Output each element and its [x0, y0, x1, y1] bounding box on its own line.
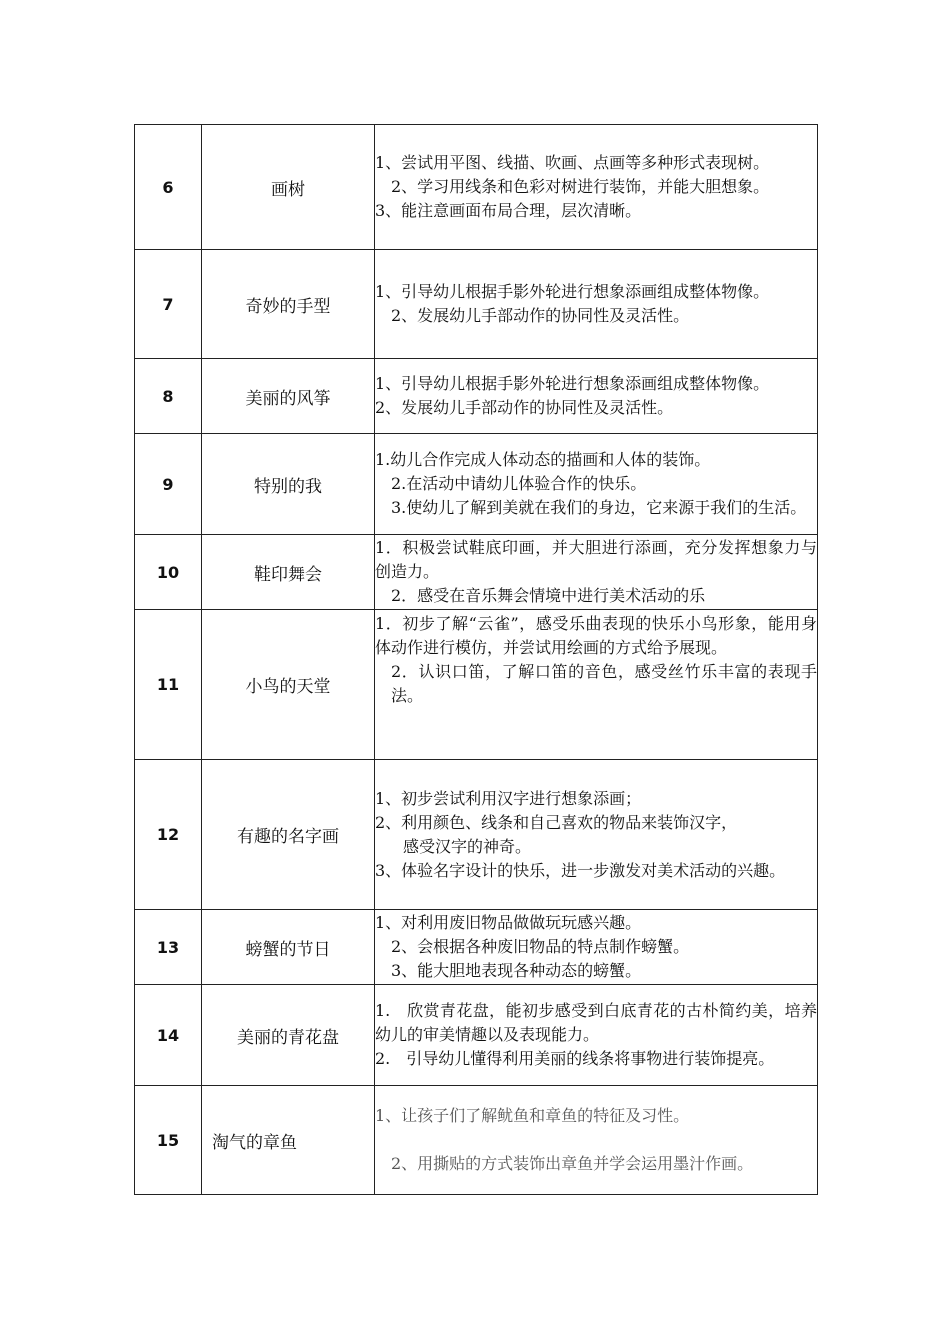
lesson-title: 奇妙的手型 [202, 250, 375, 359]
lesson-title: 有趣的名字画 [202, 760, 375, 910]
goal-text: 3、能注意画面布局合理，层次清晰。 [375, 201, 642, 220]
lesson-title: 螃蟹的节日 [202, 910, 375, 985]
lesson-goals [375, 535, 818, 610]
row-number: 11 [135, 610, 202, 760]
goal-text: 2、发展幼儿手部动作的协同性及灵活性。 [375, 398, 674, 417]
table-row [135, 910, 818, 985]
goal-text: 2、会根据各种废旧物品的特点制作螃蟹。 [391, 937, 690, 956]
goal-text: 3、能大胆地表现各种动态的螃蟹。 [391, 961, 642, 980]
table-row [135, 760, 818, 910]
lesson-title: 美丽的风筝 [202, 359, 375, 434]
lesson-goals [375, 359, 818, 434]
goal-text: 2、发展幼儿手部动作的协同性及灵活性。 [391, 306, 690, 325]
goal-text: 2、用撕贴的方式装饰出章鱼并学会运用墨汁作画。 [391, 1154, 754, 1173]
lesson-table [134, 124, 818, 1195]
lesson-goals [375, 610, 818, 760]
goal-text: 2、利用颜色、线条和自己喜欢的物品来装饰汉字， [375, 812, 738, 832]
goal-text: 2．认识口笛，了解口笛的音色，感受丝竹乐丰富的表现手法。 [391, 662, 817, 705]
goal-text: 2、学习用线条和色彩对树进行装饰，并能大胆想象。 [391, 177, 770, 196]
row-number: 7 [135, 250, 202, 359]
goal-text: 1. 欣赏青花盘，能初步感受到白底青花的古朴简约美，培养幼儿的审美情趣以及表现能力。 [375, 1001, 817, 1044]
table-row [135, 250, 818, 359]
table-row [135, 535, 818, 610]
lesson-title: 淘气的章鱼 [202, 1086, 375, 1195]
row-number: 9 [135, 434, 202, 535]
lesson-title: 鞋印舞会 [202, 535, 375, 610]
goal-text: 1．积极尝试鞋底印画，并大胆进行添画，充分发挥想象力与创造力。 [375, 538, 817, 581]
lesson-title: 特别的我 [202, 434, 375, 535]
lesson-goals [375, 910, 818, 985]
lesson-title: 美丽的青花盘 [202, 985, 375, 1086]
goal-text: 3、体验名字设计的快乐，进一步激发对美术活动的兴趣。 [375, 860, 786, 880]
row-number: 8 [135, 359, 202, 434]
row-number: 10 [135, 535, 202, 610]
lesson-title: 画树 [202, 125, 375, 250]
row-number: 12 [135, 760, 202, 910]
goal-text: 感受汉字的神奇。 [403, 836, 532, 856]
lesson-goals [375, 985, 818, 1086]
lesson-goals [375, 125, 818, 250]
lesson-goals [375, 434, 818, 535]
table-row [135, 985, 818, 1086]
goal-text: 1、对利用废旧物品做做玩玩感兴趣。 [375, 913, 642, 932]
goal-text: 1.幼儿合作完成人体动态的描画和人体的装饰。 [375, 450, 711, 469]
goal-text: 1、引导幼儿根据手影外轮进行想象添画组成整体物像。 [375, 282, 770, 301]
goal-text: 3.使幼儿了解到美就在我们的身边，它来源于我们的生活。 [391, 498, 807, 517]
lesson-goals [375, 250, 818, 359]
goal-text: 1、让孩子们了解鱿鱼和章鱼的特征及习性。 [375, 1106, 690, 1125]
goal-text: 1．初步了解“云雀”，感受乐曲表现的快乐小鸟形象，能用身体动作进行模仿，并尝试用绘画的方式给予展现。 [375, 614, 817, 657]
goal-text: 2. 引导幼儿懂得利用美丽的线条将事物进行装饰提亮。 [375, 1049, 775, 1068]
table-row [135, 434, 818, 535]
lesson-goals [375, 1086, 818, 1195]
lesson-goals [375, 760, 818, 910]
goal-text: 2.在活动中请幼儿体验合作的快乐。 [391, 474, 647, 493]
lesson-title: 小鸟的天堂 [202, 610, 375, 760]
row-number: 13 [135, 910, 202, 985]
table-row [135, 359, 818, 434]
goal-text: 2．感受在音乐舞会情境中进行美术活动的乐 [391, 586, 706, 605]
table-row [135, 610, 818, 760]
goal-text: 1、初步尝试利用汉字进行想象添画； [375, 788, 642, 808]
table-row [135, 125, 818, 250]
goal-text: 1、引导幼儿根据手影外轮进行想象添画组成整体物像。 [375, 374, 770, 393]
row-number: 15 [135, 1086, 202, 1195]
row-number: 14 [135, 985, 202, 1086]
goal-text: 1、尝试用平图、线描、吹画、点画等多种形式表现树。 [375, 153, 770, 172]
row-number: 6 [135, 125, 202, 250]
table-row [135, 1086, 818, 1195]
